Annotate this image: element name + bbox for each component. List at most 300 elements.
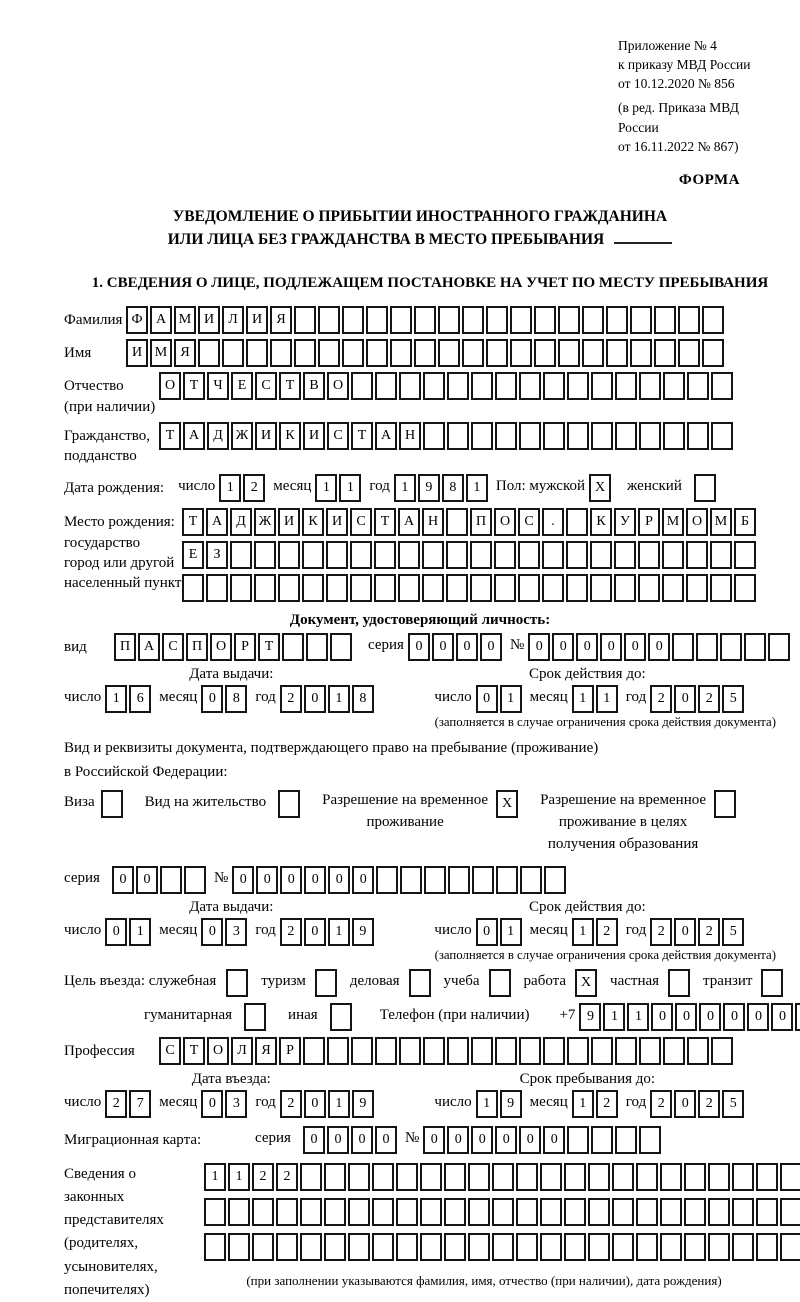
- cell[interactable]: 0: [495, 1126, 517, 1154]
- cell[interactable]: 0: [328, 866, 350, 894]
- cell[interactable]: [686, 541, 708, 569]
- cell[interactable]: [518, 541, 540, 569]
- doc-number-cells[interactable]: [528, 633, 792, 661]
- patronymic-cells[interactable]: [159, 372, 735, 400]
- cell[interactable]: [254, 541, 276, 569]
- cell[interactable]: [375, 372, 397, 400]
- cell[interactable]: Т: [183, 372, 205, 400]
- doc-kind-cells[interactable]: [114, 633, 354, 661]
- cell[interactable]: 0: [327, 1126, 349, 1154]
- cell[interactable]: 9: [418, 474, 440, 502]
- doc-valid-month-cells[interactable]: [572, 685, 620, 713]
- birth-month-cells[interactable]: [315, 474, 363, 502]
- cell[interactable]: [590, 541, 612, 569]
- cell[interactable]: [567, 422, 589, 450]
- cell[interactable]: [318, 339, 340, 367]
- cell[interactable]: [246, 339, 268, 367]
- cell[interactable]: [226, 969, 248, 997]
- cell[interactable]: М: [150, 339, 172, 367]
- cell[interactable]: [660, 1198, 682, 1226]
- cell[interactable]: [270, 339, 292, 367]
- cell[interactable]: 2: [698, 685, 720, 713]
- cell[interactable]: 0: [576, 633, 598, 661]
- cell[interactable]: [540, 1198, 562, 1226]
- cell[interactable]: Т: [279, 372, 301, 400]
- cell[interactable]: [423, 1037, 445, 1065]
- cell[interactable]: [424, 866, 446, 894]
- purpose-humanitarian-checkbox[interactable]: [244, 1003, 268, 1031]
- cell[interactable]: Е: [231, 372, 253, 400]
- cell[interactable]: [438, 306, 460, 334]
- cell[interactable]: [663, 372, 685, 400]
- birth-place-row1-cells[interactable]: [182, 508, 758, 536]
- cell[interactable]: 0: [447, 1126, 469, 1154]
- doc-issue-day-cells[interactable]: [105, 685, 153, 713]
- cell[interactable]: О: [494, 508, 516, 536]
- cell[interactable]: [350, 541, 372, 569]
- cell[interactable]: 2: [698, 1090, 720, 1118]
- cell[interactable]: [540, 1163, 562, 1191]
- cell[interactable]: [495, 372, 517, 400]
- cell[interactable]: А: [150, 306, 172, 334]
- cell[interactable]: [543, 1037, 565, 1065]
- cell[interactable]: [734, 541, 756, 569]
- cell[interactable]: 1: [476, 1090, 498, 1118]
- cell[interactable]: 0: [232, 866, 254, 894]
- cell[interactable]: [567, 1037, 589, 1065]
- cell[interactable]: [615, 422, 637, 450]
- cell[interactable]: [351, 1037, 373, 1065]
- cell[interactable]: [444, 1198, 466, 1226]
- cell[interactable]: П: [186, 633, 208, 661]
- cell[interactable]: [420, 1198, 442, 1226]
- cell[interactable]: А: [138, 633, 160, 661]
- cell[interactable]: [639, 1037, 661, 1065]
- cell[interactable]: Я: [255, 1037, 277, 1065]
- cell[interactable]: 9: [352, 1090, 374, 1118]
- cell[interactable]: [468, 1163, 490, 1191]
- cell[interactable]: 1: [572, 918, 594, 946]
- cell[interactable]: [398, 574, 420, 602]
- cell[interactable]: 0: [476, 918, 498, 946]
- cell[interactable]: Т: [159, 422, 181, 450]
- cell[interactable]: И: [126, 339, 148, 367]
- cell[interactable]: 8: [225, 685, 247, 713]
- cell[interactable]: 0: [303, 1126, 325, 1154]
- cell[interactable]: [519, 1037, 541, 1065]
- cell[interactable]: 0: [201, 918, 223, 946]
- purpose-business-checkbox[interactable]: [409, 969, 433, 997]
- cell[interactable]: 1: [500, 918, 522, 946]
- cell[interactable]: [678, 306, 700, 334]
- temp-residence-checkbox[interactable]: [496, 790, 520, 818]
- cell[interactable]: [756, 1233, 778, 1261]
- cell[interactable]: [254, 574, 276, 602]
- cell[interactable]: 1: [572, 685, 594, 713]
- doc-issue-year-cells[interactable]: [280, 685, 376, 713]
- permit-issue-year-cells[interactable]: [280, 918, 376, 946]
- cell[interactable]: С: [159, 1037, 181, 1065]
- cell[interactable]: Р: [234, 633, 256, 661]
- cell[interactable]: М: [662, 508, 684, 536]
- cell[interactable]: [686, 574, 708, 602]
- cell[interactable]: [375, 1037, 397, 1065]
- cell[interactable]: 0: [552, 633, 574, 661]
- cell[interactable]: 1: [603, 1003, 625, 1031]
- cell[interactable]: О: [210, 633, 232, 661]
- cell[interactable]: [564, 1198, 586, 1226]
- cell[interactable]: [614, 541, 636, 569]
- cell[interactable]: 2: [650, 685, 672, 713]
- cell[interactable]: [660, 1163, 682, 1191]
- cell[interactable]: [470, 541, 492, 569]
- cell[interactable]: О: [207, 1037, 229, 1065]
- cell[interactable]: И: [198, 306, 220, 334]
- cell[interactable]: Т: [182, 508, 204, 536]
- cell[interactable]: 0: [648, 633, 670, 661]
- cell[interactable]: 1: [315, 474, 337, 502]
- cell[interactable]: [756, 1163, 778, 1191]
- cell[interactable]: [446, 574, 468, 602]
- cell[interactable]: [520, 866, 542, 894]
- cell[interactable]: [350, 574, 372, 602]
- cell[interactable]: [780, 1233, 800, 1261]
- permit-number-cells[interactable]: [232, 866, 568, 894]
- cell[interactable]: [590, 574, 612, 602]
- cell[interactable]: 0: [471, 1126, 493, 1154]
- permit-issue-month-cells[interactable]: [201, 918, 249, 946]
- cell[interactable]: 0: [280, 866, 302, 894]
- cell[interactable]: [376, 866, 398, 894]
- cell[interactable]: [228, 1233, 250, 1261]
- cell[interactable]: [588, 1233, 610, 1261]
- cell[interactable]: 0: [352, 866, 374, 894]
- cell[interactable]: [780, 1163, 800, 1191]
- migration-number-cells[interactable]: [423, 1126, 663, 1154]
- cell[interactable]: 2: [276, 1163, 298, 1191]
- purpose-transit-checkbox[interactable]: [761, 969, 785, 997]
- cell[interactable]: 0: [723, 1003, 745, 1031]
- entry-month-cells[interactable]: [201, 1090, 249, 1118]
- cell[interactable]: [566, 574, 588, 602]
- cell[interactable]: [494, 574, 516, 602]
- cell[interactable]: К: [302, 508, 324, 536]
- cell[interactable]: [636, 1198, 658, 1226]
- cell[interactable]: [612, 1233, 634, 1261]
- cell[interactable]: [702, 339, 724, 367]
- stay-day-cells[interactable]: [476, 1090, 524, 1118]
- cell[interactable]: 0: [432, 633, 454, 661]
- cell[interactable]: И: [278, 508, 300, 536]
- cell[interactable]: [494, 541, 516, 569]
- cell[interactable]: [543, 372, 565, 400]
- cell[interactable]: [324, 1163, 346, 1191]
- cell[interactable]: [182, 574, 204, 602]
- cell[interactable]: [558, 339, 580, 367]
- cell[interactable]: [711, 1037, 733, 1065]
- cell[interactable]: [326, 574, 348, 602]
- cell[interactable]: [278, 541, 300, 569]
- cell[interactable]: [684, 1163, 706, 1191]
- cell[interactable]: [204, 1198, 226, 1226]
- cell[interactable]: [720, 633, 742, 661]
- cell[interactable]: [768, 633, 790, 661]
- cell[interactable]: С: [350, 508, 372, 536]
- cell[interactable]: А: [183, 422, 205, 450]
- citizenship-cells[interactable]: [159, 422, 735, 450]
- cell[interactable]: [496, 866, 518, 894]
- cell[interactable]: [444, 1163, 466, 1191]
- cell[interactable]: 1: [228, 1163, 250, 1191]
- cell[interactable]: 0: [408, 633, 430, 661]
- cell[interactable]: [222, 339, 244, 367]
- cell[interactable]: [396, 1198, 418, 1226]
- cell[interactable]: Ж: [231, 422, 253, 450]
- cell[interactable]: [278, 790, 300, 818]
- cell[interactable]: 0: [674, 918, 696, 946]
- cell[interactable]: Т: [183, 1037, 205, 1065]
- birth-place-row3-cells[interactable]: [182, 574, 758, 602]
- cell[interactable]: Ч: [207, 372, 229, 400]
- cell[interactable]: Т: [351, 422, 373, 450]
- cell[interactable]: [696, 633, 718, 661]
- cell[interactable]: [519, 422, 541, 450]
- cell[interactable]: [639, 1126, 661, 1154]
- cell[interactable]: [390, 339, 412, 367]
- cell[interactable]: [534, 339, 556, 367]
- purpose-work-checkbox[interactable]: [575, 969, 599, 997]
- cell[interactable]: [492, 1198, 514, 1226]
- cell[interactable]: [342, 306, 364, 334]
- cell[interactable]: [399, 372, 421, 400]
- cell[interactable]: [662, 574, 684, 602]
- cell[interactable]: 0: [456, 633, 478, 661]
- cell[interactable]: [708, 1233, 730, 1261]
- cell[interactable]: 0: [201, 685, 223, 713]
- cell[interactable]: [462, 306, 484, 334]
- cell[interactable]: [687, 422, 709, 450]
- cell[interactable]: [687, 1037, 709, 1065]
- cell[interactable]: С: [518, 508, 540, 536]
- doc-valid-day-cells[interactable]: [476, 685, 524, 713]
- cell[interactable]: [300, 1233, 322, 1261]
- cell[interactable]: [230, 541, 252, 569]
- cell[interactable]: [588, 1163, 610, 1191]
- cell[interactable]: [708, 1163, 730, 1191]
- cell[interactable]: [734, 574, 756, 602]
- cell[interactable]: [468, 1233, 490, 1261]
- cell[interactable]: 5: [722, 918, 744, 946]
- cell[interactable]: С: [255, 372, 277, 400]
- cell[interactable]: [795, 1003, 800, 1031]
- cell[interactable]: П: [114, 633, 136, 661]
- cell[interactable]: 1: [339, 474, 361, 502]
- cell[interactable]: [372, 1163, 394, 1191]
- cell[interactable]: [302, 541, 324, 569]
- cell[interactable]: П: [470, 508, 492, 536]
- cell[interactable]: [780, 1198, 800, 1226]
- cell[interactable]: [348, 1163, 370, 1191]
- cell[interactable]: [615, 1037, 637, 1065]
- cell[interactable]: 1: [328, 1090, 350, 1118]
- cell[interactable]: [567, 372, 589, 400]
- cell[interactable]: 0: [136, 866, 158, 894]
- cell[interactable]: 7: [129, 1090, 151, 1118]
- cell[interactable]: 1: [328, 918, 350, 946]
- cell[interactable]: 3: [225, 918, 247, 946]
- cell[interactable]: [390, 306, 412, 334]
- cell[interactable]: 1: [204, 1163, 226, 1191]
- cell[interactable]: [414, 339, 436, 367]
- cell[interactable]: 2: [650, 918, 672, 946]
- cell[interactable]: [711, 422, 733, 450]
- purpose-study-checkbox[interactable]: [489, 969, 513, 997]
- cell[interactable]: 1: [572, 1090, 594, 1118]
- cell[interactable]: [348, 1233, 370, 1261]
- cell[interactable]: [366, 306, 388, 334]
- cell[interactable]: 1: [500, 685, 522, 713]
- cell[interactable]: [422, 574, 444, 602]
- cell[interactable]: [708, 1198, 730, 1226]
- cell[interactable]: [462, 339, 484, 367]
- cell[interactable]: [684, 1233, 706, 1261]
- cell[interactable]: 1: [627, 1003, 649, 1031]
- cell[interactable]: В: [303, 372, 325, 400]
- cell[interactable]: 6: [129, 685, 151, 713]
- cell[interactable]: Д: [207, 422, 229, 450]
- surname-cells[interactable]: [126, 306, 726, 334]
- cell[interactable]: М: [710, 508, 732, 536]
- cell[interactable]: [486, 339, 508, 367]
- cell[interactable]: Т: [374, 508, 396, 536]
- migration-series-cells[interactable]: [303, 1126, 399, 1154]
- cell[interactable]: [448, 866, 470, 894]
- cell[interactable]: А: [398, 508, 420, 536]
- cell[interactable]: [472, 866, 494, 894]
- cell[interactable]: 9: [579, 1003, 601, 1031]
- cell[interactable]: [732, 1163, 754, 1191]
- cell[interactable]: 2: [596, 1090, 618, 1118]
- cell[interactable]: [414, 306, 436, 334]
- cell[interactable]: .: [542, 508, 564, 536]
- cell[interactable]: [198, 339, 220, 367]
- cell[interactable]: [558, 306, 580, 334]
- cell[interactable]: X: [575, 969, 597, 997]
- permit-valid-day-cells[interactable]: [476, 918, 524, 946]
- entry-year-cells[interactable]: [280, 1090, 376, 1118]
- cell[interactable]: Л: [231, 1037, 253, 1065]
- cell[interactable]: [492, 1233, 514, 1261]
- cell[interactable]: [678, 339, 700, 367]
- cell[interactable]: 0: [699, 1003, 721, 1031]
- cell[interactable]: [282, 633, 304, 661]
- cell[interactable]: Я: [270, 306, 292, 334]
- cell[interactable]: [615, 372, 637, 400]
- cell[interactable]: 0: [651, 1003, 673, 1031]
- cell[interactable]: 2: [280, 685, 302, 713]
- cell[interactable]: [447, 372, 469, 400]
- doc-valid-year-cells[interactable]: [650, 685, 746, 713]
- cell[interactable]: 1: [466, 474, 488, 502]
- cell[interactable]: [654, 339, 676, 367]
- birth-year-cells[interactable]: [394, 474, 490, 502]
- cell[interactable]: [516, 1163, 538, 1191]
- cell[interactable]: [351, 372, 373, 400]
- cell[interactable]: 0: [480, 633, 502, 661]
- cell[interactable]: Н: [399, 422, 421, 450]
- cell[interactable]: [471, 372, 493, 400]
- cell[interactable]: [324, 1233, 346, 1261]
- cell[interactable]: [330, 1003, 352, 1031]
- cell[interactable]: 5: [722, 1090, 744, 1118]
- cell[interactable]: [184, 866, 206, 894]
- cell[interactable]: [636, 1163, 658, 1191]
- cell[interactable]: 2: [252, 1163, 274, 1191]
- cell[interactable]: 0: [674, 685, 696, 713]
- cell[interactable]: [315, 969, 337, 997]
- cell[interactable]: 2: [243, 474, 265, 502]
- cell[interactable]: [206, 574, 228, 602]
- cell[interactable]: [489, 969, 511, 997]
- cell[interactable]: 0: [304, 1090, 326, 1118]
- cell[interactable]: 1: [105, 685, 127, 713]
- cell[interactable]: [276, 1233, 298, 1261]
- cell[interactable]: [663, 1037, 685, 1065]
- cell[interactable]: 0: [351, 1126, 373, 1154]
- cell[interactable]: 0: [543, 1126, 565, 1154]
- cell[interactable]: [710, 541, 732, 569]
- cell[interactable]: [396, 1163, 418, 1191]
- cell[interactable]: [342, 339, 364, 367]
- cell[interactable]: [638, 574, 660, 602]
- cell[interactable]: Д: [230, 508, 252, 536]
- cell[interactable]: [630, 339, 652, 367]
- cell[interactable]: 0: [771, 1003, 793, 1031]
- cell[interactable]: [710, 574, 732, 602]
- cell[interactable]: О: [327, 372, 349, 400]
- cell[interactable]: [471, 1037, 493, 1065]
- edu-residence-checkbox[interactable]: [714, 790, 738, 818]
- cell[interactable]: [318, 306, 340, 334]
- cell[interactable]: [204, 1233, 226, 1261]
- cell[interactable]: X: [496, 790, 518, 818]
- cell[interactable]: [510, 306, 532, 334]
- cell[interactable]: [606, 339, 628, 367]
- cell[interactable]: [564, 1163, 586, 1191]
- entry-day-cells[interactable]: [105, 1090, 153, 1118]
- cell[interactable]: 0: [112, 866, 134, 894]
- cell[interactable]: [591, 1037, 613, 1065]
- cell[interactable]: М: [174, 306, 196, 334]
- cell[interactable]: 0: [256, 866, 278, 894]
- cell[interactable]: [470, 574, 492, 602]
- residence-permit-checkbox[interactable]: [278, 790, 302, 818]
- cell[interactable]: 0: [201, 1090, 223, 1118]
- cell[interactable]: [294, 306, 316, 334]
- cell[interactable]: 0: [304, 866, 326, 894]
- cell[interactable]: [668, 969, 690, 997]
- cell[interactable]: [446, 541, 468, 569]
- purpose-other-checkbox[interactable]: [330, 1003, 354, 1031]
- cell[interactable]: [615, 1126, 637, 1154]
- cell[interactable]: [244, 1003, 266, 1031]
- cell[interactable]: К: [279, 422, 301, 450]
- cell[interactable]: [372, 1198, 394, 1226]
- cell[interactable]: [564, 1233, 586, 1261]
- cell[interactable]: 2: [650, 1090, 672, 1118]
- cell[interactable]: Б: [734, 508, 756, 536]
- cell[interactable]: 5: [722, 685, 744, 713]
